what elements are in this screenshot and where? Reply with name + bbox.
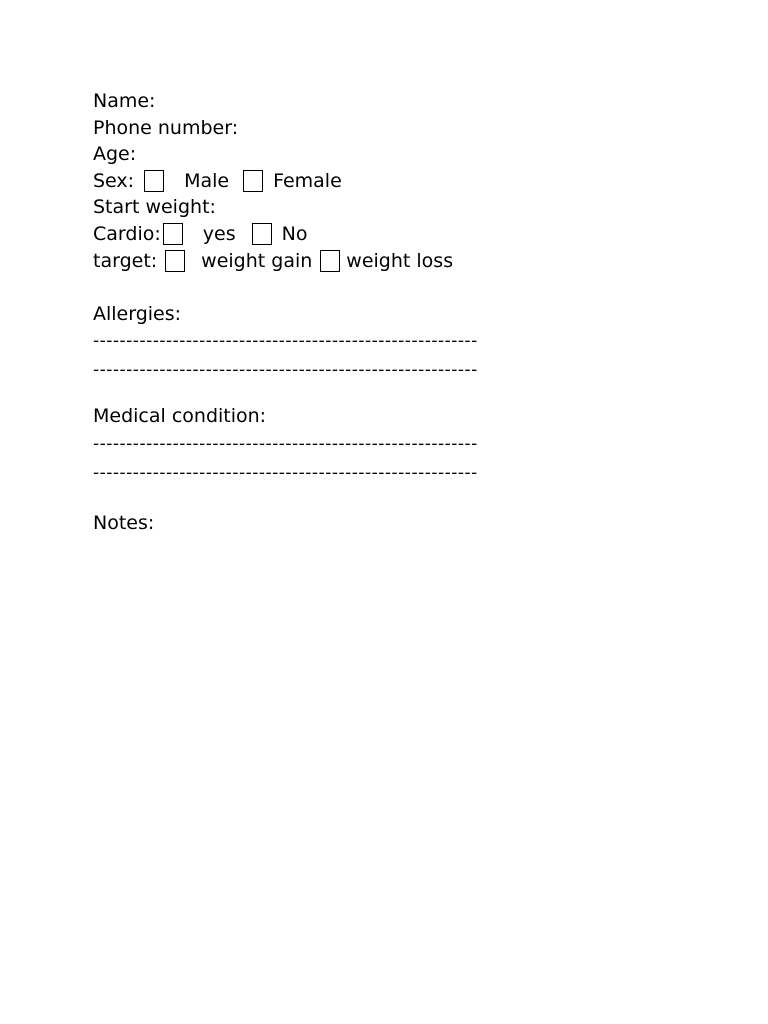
allergies-label: Allergies:	[93, 302, 182, 325]
form-page	[93, 88, 733, 537]
age-label: Age:	[93, 143, 137, 166]
target-loss-checkbox[interactable]	[320, 250, 340, 272]
medical-label: Medical condition:	[93, 405, 267, 428]
medical-line-1[interactable]: ----------------------------------------------------------	[93, 433, 478, 454]
cardio-yes-label: yes	[202, 222, 236, 245]
allergies-line-1[interactable]: ----------------------------------------------------------	[93, 331, 478, 352]
medical-line-2[interactable]: ----------------------------------------------------------	[93, 462, 478, 483]
cardio-row	[93, 221, 733, 248]
sex-label: Sex:	[93, 169, 135, 192]
notes-row	[93, 510, 733, 537]
name-label: Name:	[93, 90, 156, 112]
name-row	[93, 88, 733, 115]
medical-row	[93, 403, 733, 430]
allergies-row	[93, 301, 733, 328]
cardio-no-label: No	[281, 222, 308, 245]
age-row	[93, 141, 733, 168]
target-gain-checkbox[interactable]	[165, 250, 185, 272]
target-gain-label: weight gain	[201, 249, 313, 272]
cardio-yes-checkbox[interactable]	[163, 223, 183, 245]
sex-row	[93, 168, 733, 195]
target-row	[93, 248, 733, 275]
target-loss-label: weight loss	[346, 249, 454, 272]
start-weight-row	[93, 194, 733, 221]
phone-label: Phone number:	[93, 116, 239, 139]
notes-label: Notes:	[93, 511, 155, 534]
allergies-line-2[interactable]: ----------------------------------------------------------	[93, 360, 478, 381]
cardio-no-checkbox[interactable]	[252, 223, 272, 245]
phone-row	[93, 115, 733, 142]
target-label: target:	[93, 249, 158, 272]
sex-male-checkbox[interactable]	[144, 170, 164, 192]
start-weight-label: Start weight:	[93, 196, 216, 219]
cardio-label: Cardio:	[93, 222, 161, 245]
sex-female-label: Female	[273, 169, 342, 192]
sex-male-label: Male	[184, 169, 230, 192]
sex-female-checkbox[interactable]	[243, 170, 263, 192]
